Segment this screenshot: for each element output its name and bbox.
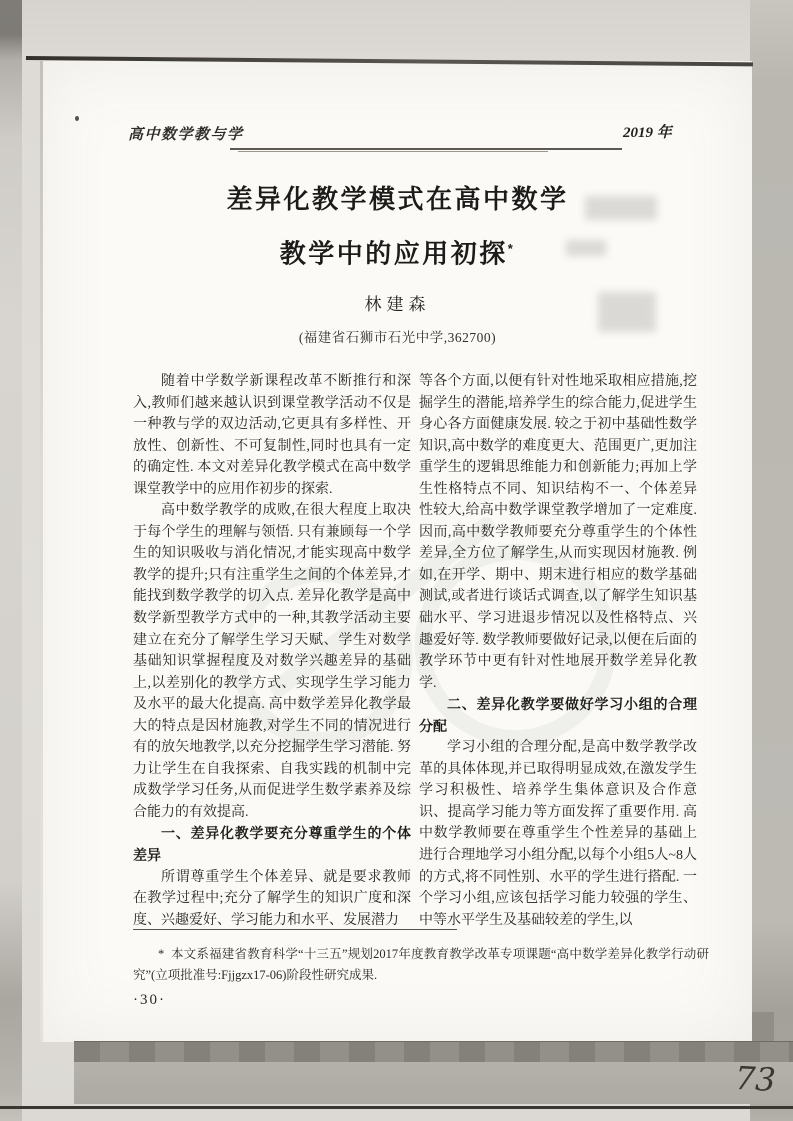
- body-column-right: [419, 371, 697, 931]
- article-title-line1: 差异化教学模式在高中数学: [226, 184, 569, 214]
- article-title: [45, 184, 750, 269]
- header-rule: [230, 148, 622, 150]
- header-rule-thin: [238, 151, 548, 152]
- article-title-line2: [45, 234, 750, 269]
- paragraph: 学习小组的合理分配,是高中数学教学改革的具体体现,并已取得明显成效,在激发学生学习积极性、培养学生集体意识及合作意识、提高学习能力等方面发挥了重要作用. 高中数学教师要在尊重学生个性差异的基础上进行合理地学习小组分配,以每个小组5人~8人的方式,将不同性别、水平的学生进行搭配. 一个学习小组,应该包括学习能力较强的学生、中等水平学生及基础较差的学生,以: [419, 740, 697, 928]
- scan-bottom-gray-band: [74, 1062, 793, 1104]
- page-left-shadow: [40, 61, 43, 1042]
- paragraph: 随着中学数学新课程改革不断推行和深入,教师们越来越认识到课堂教学活动不仅是一种教与学的双边活动,它更具有多样性、开放性、创新性、不可复制性,同时也具有一定的确定性. 本文对差异化教学模式在高中数学课堂教学中的应用作初步的探索.: [133, 374, 411, 497]
- title-footnote-mark: *: [507, 241, 516, 256]
- paragraph: 所谓尊重学生个体差异、就是要求教师在教学过程中;充分了解学生的知识广度和深度、兴趣爱好、学习能力和水平、发展潜力: [133, 869, 411, 928]
- scan-bottom-rule: [0, 1106, 793, 1109]
- footnote-marker: *: [158, 947, 165, 961]
- section-heading-1: 一、差异化教学要充分尊重学生的个体差异: [133, 825, 411, 864]
- footnote: [133, 944, 709, 986]
- scan-right-edge: [750, 0, 793, 1121]
- footnote-rule: [133, 929, 457, 930]
- author-name: 林建森: [364, 295, 431, 314]
- handwritten-page-number: 73: [734, 1058, 777, 1100]
- footnote-body: 本文系福建省教育科学“十三五”规划2017年度教育教学改革专项课题“高中数学差异化教学行动研究”(立项批准号:Fjjgzx17-06)阶段性研究成果.: [133, 947, 710, 982]
- footnote-text: [133, 944, 709, 986]
- body-column-left: [133, 371, 411, 931]
- section-heading-2: 二、差异化教学要做好学习小组的合理分配: [419, 696, 697, 734]
- scan-left-edge: [0, 0, 22, 1121]
- paragraph: 等各个方面,以便有针对性地采取相应措施,挖掘学生的潜能,培养学生的综合能力,促进学生身心各方面健康发展. 较之于初中基础性数学知识,高中数学的难度更大、范围更广,更加注重学生的逻辑思维能力和创新能力;再加上学生性格特点不同、知识结构不一、个体差异性较大,给高中数学课堂教学增加了一定难度. 因而,高中数学教师要充分尊重学生的个体性差异,全方位了解学生,从而实现因材施教. 例如,在开学、期中、期末进行相应的数学基础测试,或者进行谈话式调查,以了解学生知识基础水平、学习进退步情况以及性格特点、兴趣爱好等. 数学教师要做好记录,以便在后面的教学环节中更有针对性地展开数学差异化教学.: [419, 374, 697, 691]
- paragraph: 高中数学教学的成败,在很大程度上取决于每个学生的理解与领悟. 只有兼顾每一个学生的知识吸收与消化情况,才能实现高中数学教学的提升;只有注重学生之间的个体差异,才能找到数学教学的切入点. 差异化教学是高中数学新型教学方式中的一种,其教学活动主要建立在充分了解学生学习天赋、学生对数学基础知识掌握程度及对数学兴趣差异的基础上,以差别化的教学方式、实现学生学习能力及水平的最大化提高. 高中数学差异化教学最大的特点是因材施教,对学生不同的情况进行有的放矢地教学,以充分挖掘学生学习潜能. 努力让学生在自我探索、自我实践的机制中完成数学学习任务,从而促进学生数学素养及综合能力的有效提高.: [133, 503, 411, 820]
- scan-speck: [75, 116, 79, 121]
- journal-year: 2019 年: [623, 125, 672, 141]
- page-number: ·30·: [133, 992, 166, 1008]
- author-affiliation: (福建省石狮市石光中学,362700): [298, 330, 497, 345]
- article-title-line2-text: 教学中的应用初探: [279, 238, 508, 269]
- journal-name: 高中数学教与学: [128, 127, 244, 143]
- scan-bottom-dark-band: [74, 1041, 793, 1063]
